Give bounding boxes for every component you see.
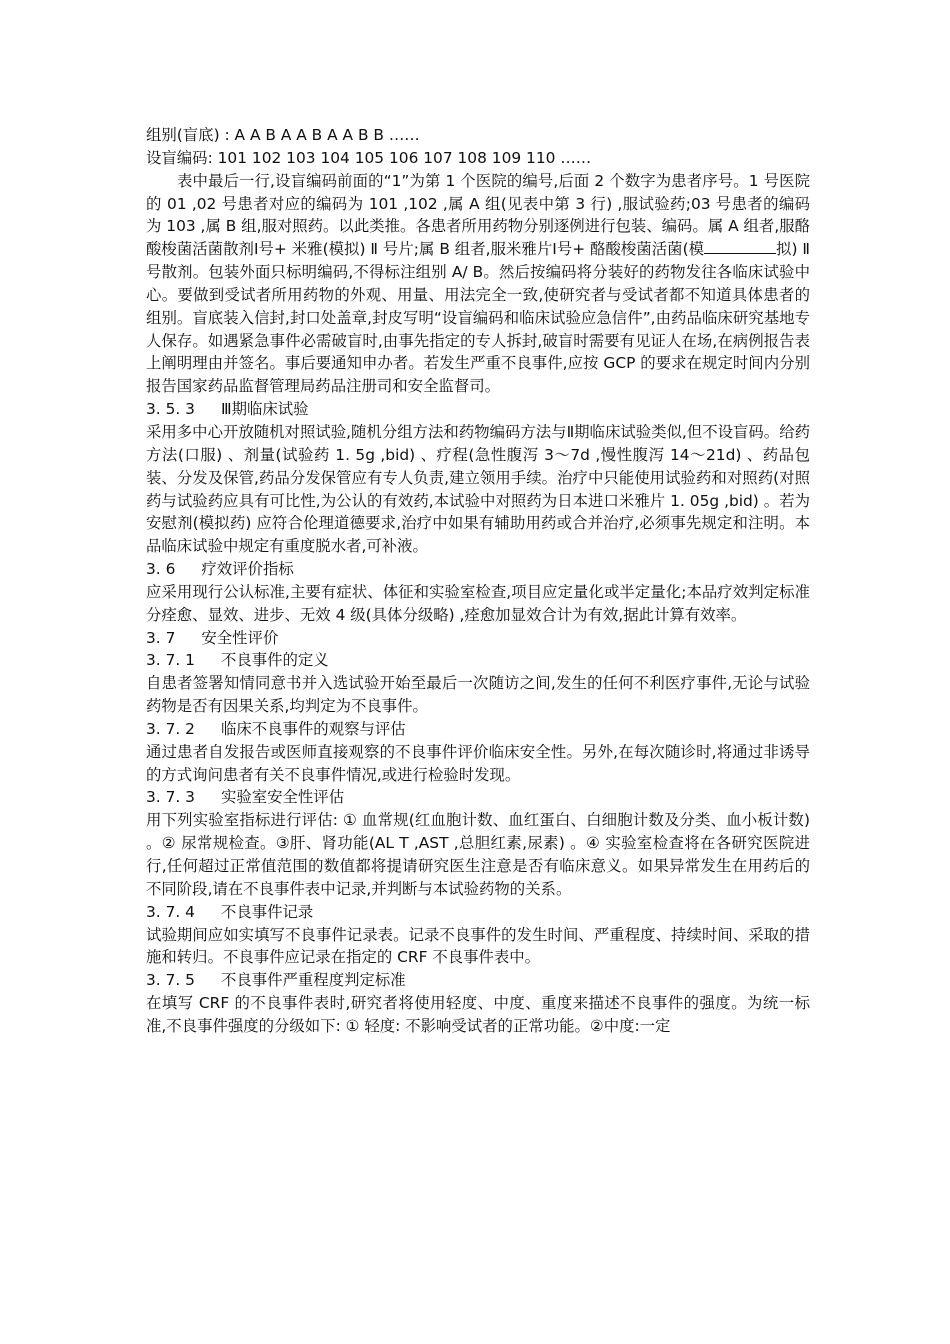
paragraph-ae-record: 试验期间应如实填写不良事件记录表。记录不良事件的发生时间、严重程度、持续时间、采取的措施和转归。不良事件应记录在指定的 CRF 不良事件表中。 [146,925,810,967]
paragraph-ae-definition: 自患者签署知情同意书并入选试验开始至最后一次随访之间,发生的任何不利医疗事件,无论与试验药物是否有因果关系,均判定为不良事件。 [146,674,810,716]
heading-title: 安全性评价 [201,628,279,647]
heading-title: 临床不良事件的观察与评估 [220,719,406,738]
heading-number: 3. 7. 3 [146,788,195,807]
paragraph-ae-severity: 在填写 CRF 的不良事件表时,研究者将使用轻度、中度、重度来描述不良事件的强度。为统一标准,不良事件强度的分级如下: ① 轻度: 不影响受试者的正常功能。②中度:一定 [146,994,810,1035]
paragraph-phase3: 采用多中心开放随机对照试验,随机分组方法和药物编码方法与Ⅱ期临床试验类似,但不设盲码。给药方法(口服) 、剂量(试验药 1. 5g ,bid) 、疗程(急性腹泻 3～7d ,慢性腹泻 14～21d) 、药品包装、分发及保管,药品分发保管应有专人负责,建立领用手续。治疗中只能使用试验药和对照药(对照药与试验药应具有可比性,为公认的有效药,本试验中对照药为日本进口米雅片 1. 05g ,bid) 。若为安慰剂(模拟药) 应符合伦理道德要求,治疗中如果有辅助用药或合并治疗,必须事先规定和注明。本品临床试验中规定有重度脱水者,可补液。 [146,422,810,556]
heading-3-7-4 [146,901,810,924]
group-line: 组别(盲底) : A A B A A B A A B B …… [146,126,420,144]
heading-number: 3. 7 [146,628,176,647]
paragraph-lab-safety: 用下列实验室指标进行评估: ① 血常规(红血胞计数、血红蛋白、白细胞计数及分类、血小板计数) 。② 尿常规检查。③肝、肾功能(AL T ,AST ,总胆红素,尿素) 。④ 实验室检查将在各研究医院进行,任何超过正常值范围的数值都将提请研究医生注意是否有临床意义。如果异常发生在用药后的不同阶段,请在不良事件表中记录,并判断与本试验药物的关系。 [146,811,810,898]
heading-title: Ⅲ期临床试验 [220,400,309,419]
heading-title: 不良事件严重程度判定标准 [220,971,406,990]
heading-number: 3. 5. 3 [146,400,195,419]
heading-3-7 [146,627,810,650]
blind-code-line: 设盲编码: 101 102 103 104 105 106 107 108 109 110 …… [146,148,592,167]
heading-number: 3. 6 [146,560,176,579]
paragraph-efficacy: 应采用现行公认标准,主要有症状、体征和实验室检查,项目应定量化或半定量化;本品疗效判定标准分痊愈、显效、进步、无效 4 级(具体分级略) ,痊愈加显效合计为有效,据此计算有效率。 [146,582,810,624]
paragraph-ae-observation: 通过患者自发报告或医师直接观察的不良事件评价临床安全性。另外,在每次随诊时,将通过非诱导的方式询问患者有关不良事件情况,或进行检验时发现。 [146,742,810,784]
heading-3-5-3 [146,398,810,421]
paragraph-blinding-text: 表中最后一行,设盲编码前面的“1”为第 1 个医院的编号,后面 2 个数字为患者序号。1 号医院的 01 ,02 号患者对应的编码为 101 ,102 ,属 A 组(见表中第 3 行) ,服试验药;03 号患者的编码为 103 ,属 B 组,服对照药。以此类推。各患者所用药物分别逐例进行包装、编码。属 A 组者,服酪酸梭菌活菌散剂Ⅰ号+ 米雅(模拟) Ⅱ 号片;属 B 组者,服米雅片Ⅰ号+ 酪酸梭菌活菌(模 [146,171,810,259]
paragraph-blinding-text-cont: 拟) Ⅱ 号散剂。包装外面只标明编码,不得标注组别 A/ B。然后按编码将分装好的药物发往各临床试验中心。要做到受试者所用药物的外观、用量、用法完全一致,使研究者与受试者都不知道具体患者的组别。盲底装入信封,封口处盖章,封皮写明“设盲编码和临床试验应急信件”,由药品临床研究基地专人保存。如遇紧急事件必需破盲时,由事先指定的专人拆封,破盲时需要有见证人在场,在病例报告表上阐明理由并签名。事后要通知申办者。若发生严重不良事件,应按 GCP 的要求在规定时间内分别报告国家药品监督管理局药品注册司和安全监督司。 [146,240,810,396]
heading-3-7-3 [146,786,810,809]
heading-3-7-5 [146,969,810,992]
heading-title: 疗效评价指标 [201,560,294,579]
heading-number: 3. 7. 4 [146,902,195,921]
paragraph-blinding [146,170,810,398]
heading-number: 3. 7. 2 [146,719,195,738]
heading-number: 3. 7. 1 [146,651,195,670]
heading-3-7-1 [146,649,810,672]
heading-number: 3. 7. 5 [146,971,195,990]
heading-title: 不良事件的定义 [220,651,329,670]
heading-3-7-2 [146,718,810,741]
blank-underline [704,239,776,254]
heading-title: 不良事件记录 [220,902,314,921]
heading-3-6 [146,558,810,581]
heading-title: 实验室安全性评估 [220,788,345,807]
document-page [146,124,810,1038]
